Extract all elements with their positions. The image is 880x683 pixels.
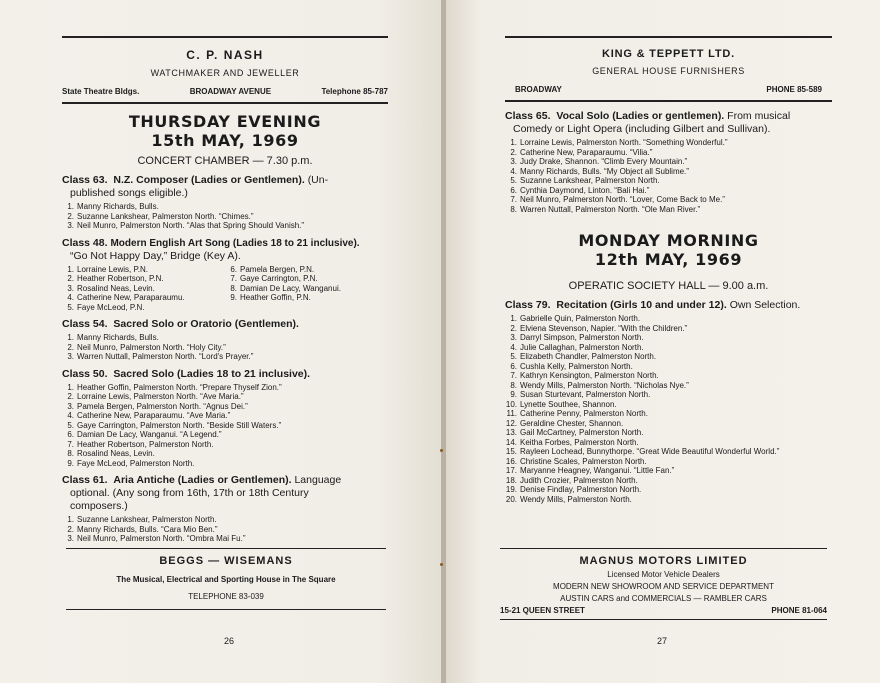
list-item: 2. Elviena Stevenson, Napier. “With the Children.” — [510, 323, 688, 333]
list-item: 15. Rayleen Lochead, Bunnythorpe. “Great Wide Beautiful Wonderful World.” — [505, 447, 780, 456]
class-54 — [62, 318, 388, 362]
session-venue: CONCERT CHAMBER — 7.30 p.m. — [137, 155, 313, 167]
page-number: 26 — [224, 636, 235, 646]
class-heading — [62, 174, 388, 187]
class-title: N.Z. Composer (Ladies or Gentlemen). — [113, 174, 305, 186]
class-48 — [62, 237, 388, 313]
list-item: 6. Cushla Kelly, Palmerston North. — [510, 361, 633, 371]
list-item: 3. Neil Munro, Palmerston North. “Ombra Mai Fu.” — [67, 534, 246, 543]
rule — [62, 102, 388, 104]
list-item: 9. Heather Goffin, P.N. — [230, 293, 311, 302]
class-note: “Go Not Happy Day,” Bridge (Key A). — [70, 249, 241, 262]
entry-columns — [62, 263, 388, 313]
rule — [66, 548, 386, 549]
session-heading — [62, 112, 388, 150]
ad-address: BROADWAY — [515, 85, 562, 94]
list-item: 2. Catherine New, Paraparaumu. “Vilia.” — [510, 147, 653, 157]
class-heading — [62, 474, 388, 487]
list-item: 4. Catherine New, Paraparaumu. — [67, 293, 185, 302]
rule — [66, 609, 386, 610]
ad-title: C. P. NASH — [186, 48, 264, 62]
class-note: Language — [294, 474, 342, 486]
list-item: 9. Faye McLeod, Palmerston North. — [67, 458, 195, 468]
list-item: 7. Neil Munro, Palmerston North. “Lover, Come Back to Me.” — [510, 195, 725, 204]
class-title: Vocal Solo (Ladies or gentlemen). — [556, 110, 725, 122]
class-number: Class 61. — [62, 474, 108, 486]
class-number: Class 65. — [505, 110, 551, 122]
ad-street: BROADWAY AVENUE — [189, 87, 272, 96]
class-note: published songs eligible.) — [70, 187, 188, 199]
list-item: 8. Wendy Mills, Palmerston North. “Nicholas Nye.” — [510, 380, 689, 390]
staple-mark — [440, 449, 443, 452]
class-number: Class 48. — [62, 236, 108, 249]
ad-contact-row — [62, 87, 388, 96]
class-note: Comedy or Light Opera (including Gilbert and Sullivan). — [513, 123, 771, 135]
session-date: 12th MAY, 1969 — [594, 250, 743, 269]
list-item: 4. Manny Richards, Bulls. “My Object all Sublime.” — [510, 166, 689, 176]
class-heading — [505, 110, 832, 123]
ad-phone: Telephone 85-787 — [321, 87, 388, 96]
ad-tagline: The Musical, Electrical and Sporting House in The Square — [116, 575, 336, 584]
ad-contact-row — [505, 85, 832, 94]
header-ad-nash — [62, 38, 388, 102]
session-date: 15th MAY, 1969 — [151, 131, 299, 150]
list-item: 2. Neil Munro, Palmerston North. “Holy City.” — [67, 342, 226, 352]
list-item: 5. Suzanne Lankshear, Palmerston North. — [510, 176, 660, 185]
list-item: 1. Lorraine Lewis, P.N. — [67, 264, 148, 274]
class-heading — [62, 368, 388, 381]
ad-phone: PHONE 81-064 — [771, 606, 827, 615]
class-title: Recitation (Girls 10 and under 12). — [556, 299, 727, 311]
ad-address: 15-21 QUEEN STREET — [500, 606, 585, 615]
list-item: 1. Suzanne Lankshear, Palmerston North. — [67, 515, 217, 524]
entry-list — [505, 314, 832, 504]
ad-title: BEGGS — WISEMANS — [159, 555, 293, 567]
ad-title: KING & TEPPETT LTD. — [602, 48, 735, 60]
class-note: composers.) — [70, 500, 128, 512]
list-item: 8. Damian De Lacy, Wanganui. — [230, 283, 341, 293]
ad-subtitle: WATCHMAKER AND JEWELLER — [150, 68, 300, 78]
class-number: Class 79. — [505, 299, 551, 311]
list-item: 8. Warren Nuttall, Palmerston North. “Ole Man River.” — [510, 204, 701, 214]
list-item: 7. Kathryn Kensington, Palmerston North. — [510, 371, 659, 380]
class-79 — [505, 299, 832, 504]
center-fold — [441, 0, 446, 683]
class-note: (Un- — [307, 174, 329, 186]
class-number: Class 54. — [62, 318, 108, 330]
list-item: 1. Lorraine Lewis, Palmerston North. “Something Wonderful.” — [510, 138, 728, 147]
list-item: 17. Maryanne Heagney, Wanganui. “Little Fan.” — [505, 466, 675, 475]
class-title: Aria Antiche (Ladies or Gentlemen). — [113, 474, 292, 486]
page-number: 27 — [657, 636, 668, 646]
list-item: 3. Darryl Simpson, Palmerston North. — [510, 333, 644, 342]
list-item: 19. Denise Findlay, Palmerston North. — [505, 485, 642, 494]
list-item: 3. Warren Nuttall, Palmerston North. “Lord's Prayer.” — [67, 352, 254, 361]
session-day: MONDAY MORNING — [578, 231, 759, 250]
rule — [505, 100, 832, 102]
list-item: 5. Gaye Carrington, Palmerston North. “Beside Still Waters.” — [67, 420, 282, 430]
session-heading — [505, 231, 832, 269]
ad-body — [66, 555, 386, 601]
list-item: 1. Manny Richards, Bulls. — [67, 333, 159, 342]
session-day: THURSDAY EVENING — [128, 112, 322, 131]
class-number: Class 63. — [62, 174, 108, 186]
list-item: 20. Wendy Mills, Palmerston North. — [505, 494, 632, 504]
ad-line: Licensed Motor Vehicle Dealers — [607, 570, 720, 579]
list-item: 9. Susan Sturtevant, Palmerston North. — [510, 390, 651, 399]
ad-line: MODERN NEW SHOWROOM AND SERVICE DEPARTMENT — [553, 582, 774, 591]
list-item: 3. Judy Drake, Shannon. “Climb Every Mountain.” — [510, 157, 688, 166]
class-65 — [505, 110, 832, 214]
class-61 — [62, 474, 388, 544]
class-note: From musical — [727, 110, 791, 122]
class-heading — [505, 299, 832, 312]
class-number: Class 50. — [62, 367, 108, 380]
ad-body — [500, 555, 827, 615]
class-heading — [62, 237, 388, 250]
ad-subtitle: GENERAL HOUSE FURNISHERS — [592, 66, 745, 76]
left-page-content — [62, 36, 388, 544]
ad-contact-row — [500, 606, 827, 615]
entry-list — [62, 383, 388, 469]
entry-list — [62, 202, 388, 231]
list-item: 2. Suzanne Lankshear, Palmerston North. “Chimes.” — [67, 211, 254, 221]
rule — [500, 619, 827, 620]
ad-phone: PHONE 85-589 — [766, 85, 822, 94]
list-item: 2. Manny Richards, Bulls. “Cara Mio Ben.” — [67, 524, 218, 534]
list-item: 4. Catherine New, Paraparaumu. “Ave Maria.” — [67, 411, 231, 420]
list-item: 3. Neil Munro, Palmerston North. “Alas that Spring Should Vanish.” — [67, 221, 305, 230]
staple-mark — [440, 563, 443, 566]
class-note: optional. (Any song from 16th, 17th or 18th Century — [70, 487, 309, 499]
ad-address: State Theatre Bldgs. — [62, 87, 140, 96]
list-item: 13. Gail McCartney, Palmerston North. — [505, 428, 644, 437]
list-item: 1. Gabrielle Quin, Palmerston North. — [510, 314, 641, 323]
ad-phone: TELEPHONE 83-039 — [188, 592, 264, 601]
list-item: 2. Heather Robertson, P.N. — [67, 274, 164, 283]
list-item: 18. Judith Crozier, Palmerston North. — [505, 475, 638, 485]
list-item: 16. Christine Scales, Palmerston North. — [505, 456, 647, 466]
entry-list — [225, 265, 388, 313]
list-item: 4. Julie Callaghan, Palmerston North. — [510, 342, 644, 352]
session-venue: OPERATIC SOCIETY HALL — 9.00 a.m. — [568, 280, 769, 292]
list-item: 10. Lynette Southee, Shannon. — [505, 399, 617, 409]
header-ad-king-teppett — [505, 38, 832, 100]
list-item: 5. Elizabeth Chandler, Palmerston North. — [510, 352, 657, 361]
ad-title: MAGNUS MOTORS LIMITED — [579, 555, 748, 567]
list-item: 1. Heather Goffin, Palmerston North. “Prepare Thyself Zion.” — [67, 382, 282, 392]
list-item: 8. Rosalind Neas, Levin. — [67, 449, 155, 458]
class-50 — [62, 368, 388, 469]
class-title: Sacred Solo (Ladies 18 to 21 inclusive). — [113, 367, 311, 380]
list-item: 1. Manny Richards, Bulls. — [67, 202, 159, 211]
class-heading — [62, 318, 388, 331]
class-title: Sacred Solo or Oratorio (Gentlemen). — [113, 318, 299, 330]
list-item: 6. Cynthia Daymond, Linton. “Bali Hai.” — [510, 185, 650, 195]
list-item: 3. Pamela Bergen, Palmerston North. “Agnus Dei.” — [67, 401, 248, 411]
list-item: 12. Geraldine Chester, Shannon. — [505, 418, 624, 428]
footer-ad-beggs — [66, 548, 386, 610]
list-item: 11. Catherine Penny, Palmerston North. — [506, 409, 648, 418]
list-item: 7. Heather Robertson, Palmerston North. — [67, 439, 214, 449]
entry-list — [62, 265, 225, 313]
footer-ad-magnus — [500, 548, 827, 620]
list-item: 6. Damian De Lacy, Wanganui. “A Legend.” — [67, 430, 222, 439]
rule — [500, 548, 827, 549]
class-63 — [62, 174, 388, 231]
list-item: 14. Keitha Forbes, Palmerston North. — [505, 437, 639, 447]
entry-list — [62, 333, 388, 362]
list-item: 7. Gaye Carrington, P.N. — [230, 274, 318, 283]
right-page-content — [505, 36, 832, 504]
class-title: Modern English Art Song (Ladies 18 to 21 inclusive). — [110, 237, 360, 249]
class-note: Own Selection. — [729, 299, 801, 311]
list-item: 6. Pamela Bergen, P.N. — [230, 264, 315, 274]
entry-list — [62, 515, 388, 544]
list-item: 2. Lorraine Lewis, Palmerston North. “Ave Maria.” — [67, 392, 244, 401]
entry-list — [505, 138, 832, 214]
list-item: 3. Rosalind Neas, Levin. — [67, 283, 155, 293]
ad-line: AUSTIN CARS and COMMERCIALS — RAMBLER CARS — [560, 594, 767, 603]
list-item: 5. Faye McLeod, P.N. — [67, 302, 145, 312]
